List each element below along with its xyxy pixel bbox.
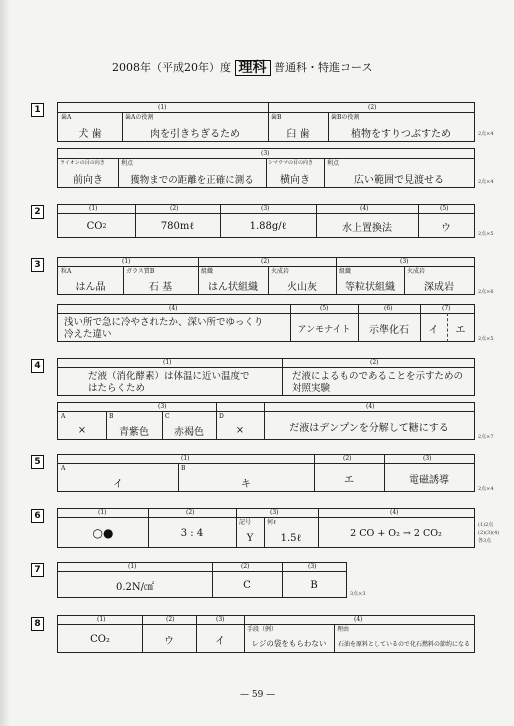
q2-answer-5: ウ <box>441 222 451 234</box>
q1-answer-tooth-a-role: 肉を引きちぎるため <box>150 129 240 140</box>
q7-answer-3: B <box>310 579 318 591</box>
q2-answer-1 <box>58 214 135 238</box>
q4-points: 2点×7 <box>478 434 494 440</box>
q3-row1-table <box>57 257 475 295</box>
q2-sub4-label: (4) <box>360 205 369 212</box>
q3-header-grain-a: 粒A <box>61 268 72 275</box>
q1-sub3-label: (3) <box>261 150 270 157</box>
q4-row1-table <box>57 358 475 396</box>
q3-row2-points: 2点×5 <box>478 336 494 342</box>
q6-answer-2: 3 : 4 <box>180 527 204 539</box>
q3-answer-7b: エ <box>455 324 466 336</box>
q3-row1-points: 2点×6 <box>478 289 494 295</box>
q4-answer-3d: × <box>235 425 245 436</box>
question-number-6: 6 <box>31 509 44 523</box>
q1-row1-points: 2点×4 <box>478 131 494 137</box>
q8-answer-4-method: レジの袋をもらわない <box>251 639 327 648</box>
q4-sub3-label: (3) <box>158 403 167 410</box>
q2-sub1-label: (1) <box>89 205 98 212</box>
q5-answer-2: エ <box>344 474 354 486</box>
q6-header-liters: 何ℓ <box>267 519 276 526</box>
q4-answer-1-line2: はたらくため <box>88 383 146 394</box>
q5-answer-1b: キ <box>241 479 251 490</box>
q5-header-a: A <box>61 465 66 472</box>
q5-header-b: B <box>181 465 186 472</box>
q4-sub2-label: (2) <box>370 359 379 366</box>
q8-answer-3: イ <box>215 635 225 647</box>
q6-points-line2: (2)(3)(4) <box>478 530 500 536</box>
q2-points: 2点×5 <box>478 231 494 237</box>
q3-answer-igneous-2: 深成岩 <box>424 282 454 293</box>
q3-header-texture-1: 組織 <box>201 268 214 275</box>
q4-answer-2-line2: 対照実験 <box>292 383 331 394</box>
q1-answer-lion-merit: 獲物までの距離を正確に測る <box>130 174 254 186</box>
q3-header-igneous-1: 火成岩 <box>271 268 290 275</box>
q1-answer-lion-eyes: 前向き <box>73 175 103 186</box>
q7-sub3-label: (3) <box>308 563 317 570</box>
q6-sub2-label: (2) <box>186 509 195 516</box>
q4-answer-3b: 青紫色 <box>119 427 149 438</box>
q1-row1-table <box>57 102 475 142</box>
q4-header-c: C <box>165 413 170 420</box>
q8-header-method: 手段（例） <box>247 626 278 633</box>
q1-answer-tooth-b-role: 植物をすりつぶすため <box>351 129 451 140</box>
q3-sub2-label: (2) <box>261 258 270 265</box>
question-number-1: 1 <box>31 103 44 117</box>
q1-header-tooth-a-role: 歯Aの役割 <box>125 114 154 121</box>
q6-sub3-label: (3) <box>270 509 279 516</box>
q6-answer-4: 2 CO + O₂ → 2 CO₂ <box>350 527 442 539</box>
q6-answer-3b: 1.5ℓ <box>280 532 302 544</box>
q2-sub5-label: (5) <box>440 205 449 212</box>
q8-answer-1: CO₂ <box>90 633 110 645</box>
q1-header-tooth-b-role: 歯Bの役割 <box>331 114 360 121</box>
q4-answer-3a: × <box>77 425 87 436</box>
q3-answer-texture-2: 等粒状組織 <box>345 282 395 293</box>
q2-answer-1-subscript: 2 <box>102 222 107 230</box>
q3-sub4-label: (4) <box>169 305 178 312</box>
q7-answer-1: 0.2N/㎠ <box>115 581 155 593</box>
q3-header-glass-b: ガラス質B <box>126 268 155 275</box>
q4-answer-2-line1: だ液によるものであることを示すための <box>292 371 464 382</box>
q1-answer-zebra-eyes: 横向き <box>280 175 310 186</box>
q3-answer-texture-1: はん状組織 <box>208 282 258 293</box>
q2-sub2-label: (2) <box>170 205 179 212</box>
q1-sub1-label: (1) <box>158 104 167 111</box>
question-number-7: 7 <box>31 563 44 577</box>
q1-answer-zebra-merit: 広い範囲で見渡せる <box>354 175 444 186</box>
question-number-5: 5 <box>31 455 44 469</box>
q1-header-tooth-a: 歯A <box>61 114 72 121</box>
q7-points: 3点×3 <box>350 591 366 597</box>
q2-answer-3: 1.88g/ℓ <box>249 220 287 232</box>
q1-header-zebra-eyes: シマウマの目の向き <box>268 160 314 166</box>
q3-sub7-label: (7) <box>442 305 451 312</box>
q1-row2-points: 2点×4 <box>478 179 494 185</box>
question-number-8: 8 <box>31 617 44 631</box>
q3-answer-4-line1: 浅い所で急に冷やされたか、深い所でゆっくり <box>64 317 264 328</box>
q4-answer-4: だ液はデンプンを分解して糖にする <box>289 422 449 434</box>
question-number-4: 4 <box>31 359 44 373</box>
q1-answer-tooth-a: 犬 歯 <box>78 129 102 140</box>
q4-row2-table <box>57 402 475 440</box>
q5-sub2-label: (2) <box>343 455 352 462</box>
q6-answer-3a: Y <box>246 532 254 544</box>
q8-header-reason: 理由 <box>337 626 350 633</box>
q3-answer-6: 示準化石 <box>369 324 409 336</box>
q3-sub1-label: (1) <box>122 258 131 265</box>
question-number-3: 3 <box>31 258 44 272</box>
q2-sub3-label: (3) <box>261 205 270 212</box>
q1-header-lion-eyes: ライオンの目の向き <box>60 160 105 166</box>
q5-points: 2点×4 <box>478 486 494 492</box>
title-year: 2008年（平成20年）度 <box>112 61 231 74</box>
page-number: — 59 — <box>240 690 276 700</box>
q3-sub5-label: (5) <box>320 305 329 312</box>
page-shadow <box>0 0 10 726</box>
q3-header-igneous-2: 火成岩 <box>407 268 426 275</box>
q5-sub3-label: (3) <box>423 455 432 462</box>
q3-answer-4-line2: 冷えた違い <box>64 329 112 340</box>
q8-sub2-label: (2) <box>166 616 175 623</box>
q6-table <box>57 508 475 548</box>
q2-table <box>57 204 475 238</box>
q4-answer-1-line1: だ液（消化酵素）は体温に近い温度で <box>88 371 250 382</box>
q5-answer-3: 電磁誘導 <box>409 474 449 486</box>
q3-answer-igneous-1: 火山灰 <box>287 282 317 293</box>
q8-answer-4-reason: 石油を原料としているので化石燃料の節約になる <box>337 641 470 648</box>
q3-sub6-label: (6) <box>384 305 393 312</box>
q3-sub3-label: (3) <box>400 258 409 265</box>
q8-sub1-label: (1) <box>97 616 106 623</box>
q7-table <box>57 562 347 598</box>
q1-header-zebra-merit: 利点 <box>327 160 340 167</box>
q5-sub1-label: (1) <box>181 455 190 462</box>
q7-sub1-label: (1) <box>128 563 137 570</box>
q3-answer-glass-b: 石 基 <box>148 282 173 293</box>
title-subject: 理科 <box>235 60 271 76</box>
q2-answer-2: 780mℓ <box>160 220 195 232</box>
q7-sub2-label: (2) <box>241 563 250 570</box>
q4-sub4-label: (4) <box>366 403 375 410</box>
title-course: 普通科・特進コース <box>274 61 373 74</box>
q7-answer-2: C <box>243 579 251 591</box>
q6-sub4-label: (4) <box>390 509 399 516</box>
q5-answer-1a: イ <box>113 479 123 490</box>
q8-table <box>57 615 475 653</box>
q6-answer-1: ○● <box>92 526 114 540</box>
q1-header-lion-merit: 利点 <box>121 160 134 167</box>
question-number-2: 2 <box>31 205 44 219</box>
q3-answer-7a: イ <box>428 324 439 336</box>
q1-sub2-label: (2) <box>368 104 377 111</box>
q4-header-d: D <box>219 413 224 420</box>
q8-sub3-label: (3) <box>216 616 225 623</box>
q8-answer-2: ウ <box>164 635 174 647</box>
q4-sub1-label: (1) <box>163 359 172 366</box>
q3-row2-table <box>57 304 475 342</box>
q3-answer-5: アンモナイト <box>297 324 351 335</box>
q1-answer-tooth-b: 臼 歯 <box>286 129 310 140</box>
q2-answer-1-formula: CO <box>86 220 103 232</box>
q6-sub1-label: (1) <box>98 509 107 516</box>
q6-points-line1: (1)2点 <box>478 522 494 528</box>
q8-sub4-label: (4) <box>354 616 363 623</box>
q3-answer-grain-a: はん晶 <box>75 282 106 293</box>
q6-header-symbol: 記号 <box>239 519 252 526</box>
q3-header-texture-2: 組織 <box>339 268 352 275</box>
q4-answer-3c: 赤褐色 <box>174 427 204 438</box>
q5-table <box>57 454 475 492</box>
q4-header-b: B <box>109 413 114 420</box>
q2-answer-4: 水上置換法 <box>342 222 392 234</box>
q1-row2-table <box>57 148 475 188</box>
page-title <box>112 60 372 76</box>
q1-header-tooth-b: 歯B <box>271 114 282 121</box>
q4-header-a: A <box>61 413 66 420</box>
q6-points-line3: 各3点 <box>478 538 492 544</box>
